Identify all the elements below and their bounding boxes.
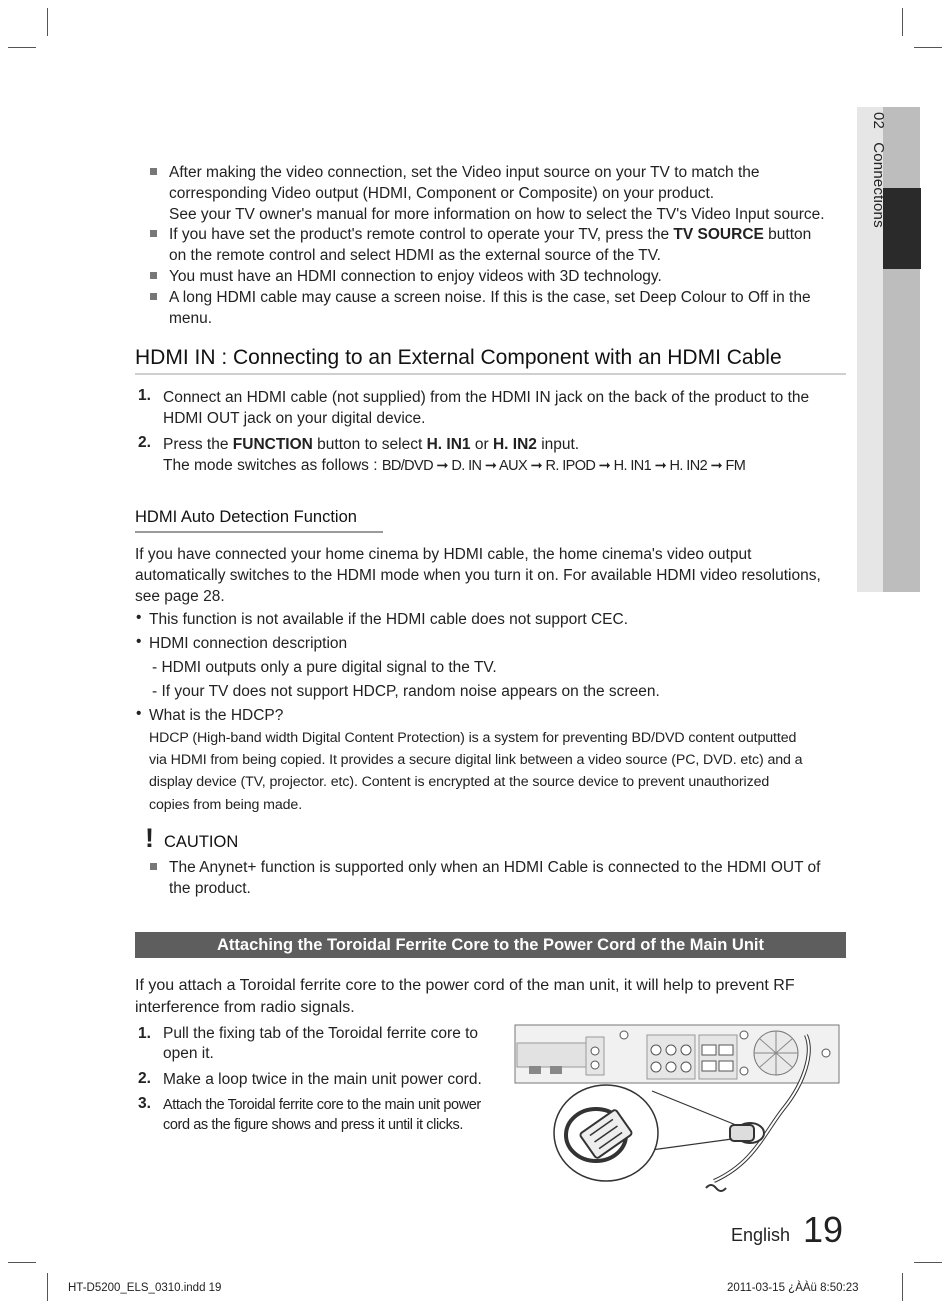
bullet-item: This function is not available if the HDMI cable does not support CEC. xyxy=(149,611,629,628)
side-tab-active-marker xyxy=(883,188,921,269)
dot-bullet-icon: • xyxy=(136,705,142,722)
caution-title: CAUTION xyxy=(164,833,239,851)
side-tab-chapter: Connections xyxy=(870,142,887,228)
ferrite-step-line: cord as the figure shows and press it until it clicks. xyxy=(163,1117,463,1133)
crop-mark xyxy=(47,1273,48,1301)
subsection-title: HDMI Auto Detection Function xyxy=(135,508,357,526)
step-text: Press the xyxy=(163,436,233,453)
ferrite-step-line: Attach the Toroidal ferrite core to the main unit power xyxy=(163,1097,481,1113)
crop-mark xyxy=(902,8,903,36)
section-divider xyxy=(135,373,846,375)
note-line: A long HDMI cable may cause a screen noise. If this is the case, set Deep Colour to Off in the xyxy=(169,289,811,306)
crop-mark xyxy=(902,1273,903,1301)
crop-mark xyxy=(8,1262,36,1263)
ferrite-step-number: 1. xyxy=(138,1025,151,1042)
footer-timestamp: 2011-03-15 ¿ÀÀü 8:50:23 xyxy=(727,1282,859,1294)
crop-mark xyxy=(914,1262,942,1263)
note-line: on the remote control and select HDMI as the external source of the TV. xyxy=(169,247,661,264)
note-line: See your TV owner's manual for more information on how to select the TV's Video Input source. xyxy=(169,206,825,223)
caution-icon: ! xyxy=(145,823,154,853)
footer-language: English xyxy=(731,1225,791,1245)
side-tab-number: 02 xyxy=(870,112,887,130)
ferrite-intro-line: If you attach a Toroidal ferrite core to the power cord of the man unit, it will help to prevent RF xyxy=(135,977,795,994)
ferrite-step xyxy=(163,1095,481,1135)
note-text: If you have set the product's remote control to operate your TV, press the xyxy=(169,226,674,243)
mode-sequence: BD/DVD ➞ D. IN ➞ AUX ➞ R. IPOD ➞ H. IN1 ➞ H. IN2 ➞ FM xyxy=(381,458,746,474)
ferrite-step-number: 3. xyxy=(138,1095,151,1112)
crop-mark xyxy=(914,47,942,48)
note-line: You must have an HDMI connection to enjoy videos with 3D technology. xyxy=(169,268,662,285)
caution-text xyxy=(169,857,820,899)
bullet-item: HDMI connection description xyxy=(149,635,348,652)
ferrite-step xyxy=(163,1024,478,1064)
caution-line: the product. xyxy=(169,880,251,897)
tv-source-label: TV SOURCE xyxy=(673,226,764,243)
step-number: 1. xyxy=(138,387,151,404)
ferrite-step-line: Pull the fixing tab of the Toroidal ferrite core to xyxy=(163,1025,479,1042)
ferrite-step xyxy=(163,1069,482,1090)
note-item xyxy=(169,162,825,225)
hdcp-line: via HDMI from being copied. It provides a secure digital link between a video source (PC, DVD. etc) and a xyxy=(149,752,803,769)
hdcp-line: HDCP (High-band width Digital Content Protection) is a system for preventing BD/DVD content outputted xyxy=(149,730,797,746)
note-item xyxy=(169,287,811,329)
step-number: 2. xyxy=(138,434,151,451)
crop-mark xyxy=(47,8,48,36)
ferrite-step-line: open it. xyxy=(163,1045,214,1062)
function-label: FUNCTION xyxy=(232,436,313,453)
ferrite-step-line: Make a loop twice in the main unit power cord. xyxy=(163,1071,482,1088)
note-bullet-icon xyxy=(150,272,157,279)
ferrite-intro-line: interference from radio signals. xyxy=(135,999,355,1016)
note-bullet-icon xyxy=(150,230,157,237)
ferrite-core-illustration xyxy=(514,1023,842,1198)
sub-item: - If your TV does not support HDCP, random noise appears on the screen. xyxy=(152,683,660,700)
h-in1-label: H. IN1 xyxy=(426,436,471,453)
note-item xyxy=(169,266,662,287)
step-text: input. xyxy=(536,436,580,453)
intro-line: automatically switches to the HDMI mode when you turn it on. For available HDMI video resolutions, xyxy=(135,567,821,584)
subsection-underline xyxy=(135,531,383,533)
step-text: button to select xyxy=(312,436,427,453)
note-line: After making the video connection, set the Video input source on your TV to match the xyxy=(169,164,760,181)
ferrite-step-number: 2. xyxy=(138,1070,151,1087)
caution-line: The Anynet+ function is supported only when an HDMI Cable is connected to the HDMI OUT of xyxy=(169,859,821,876)
step-line: HDMI OUT jack on your digital device. xyxy=(163,410,426,427)
mode-prefix: The mode switches as follows : xyxy=(163,457,382,474)
hdcp-line: display device (TV, projector. etc). Content is encrypted at the source device to prevent unauthorized xyxy=(149,774,770,791)
step-item xyxy=(163,434,745,477)
ferrite-banner: Attaching the Toroidal Ferrite Core to the Power Cord of the Main Unit xyxy=(135,932,846,958)
hdcp-line: copies from being made. xyxy=(149,796,303,813)
sub-item: - HDMI outputs only a pure digital signal to the TV. xyxy=(152,659,497,676)
step-text: or xyxy=(470,436,493,453)
dot-bullet-icon: • xyxy=(136,633,142,650)
crop-mark xyxy=(8,47,36,48)
footer-file-name: HT-D5200_ELS_0310.indd 19 xyxy=(68,1282,222,1294)
caution-bullet-icon xyxy=(150,863,157,870)
page-number: 19 xyxy=(803,1209,844,1250)
side-tab-label xyxy=(870,112,887,228)
section-title: HDMI IN : Connecting to an External Component with an HDMI Cable xyxy=(135,346,782,369)
step-item xyxy=(163,387,809,429)
note-line: corresponding Video output (HDMI, Component or Composite) on your product. xyxy=(169,185,715,202)
note-line: menu. xyxy=(169,310,213,327)
note-text: button xyxy=(763,226,812,243)
auto-detection-intro xyxy=(135,544,821,607)
ferrite-intro xyxy=(135,975,795,1019)
note-bullet-icon xyxy=(150,168,157,175)
note-bullet-icon xyxy=(150,293,157,300)
dot-bullet-icon: • xyxy=(136,609,142,626)
bullet-item: What is the HDCP? xyxy=(149,707,284,724)
h-in2-label: H. IN2 xyxy=(492,436,537,453)
step-line: Connect an HDMI cable (not supplied) from the HDMI IN jack on the back of the product to the xyxy=(163,389,810,406)
intro-line: If you have connected your home cinema by HDMI cable, the home cinema's video output xyxy=(135,546,752,563)
note-item xyxy=(169,224,811,266)
intro-line: see page 28. xyxy=(135,588,225,605)
hdcp-description xyxy=(149,727,802,816)
